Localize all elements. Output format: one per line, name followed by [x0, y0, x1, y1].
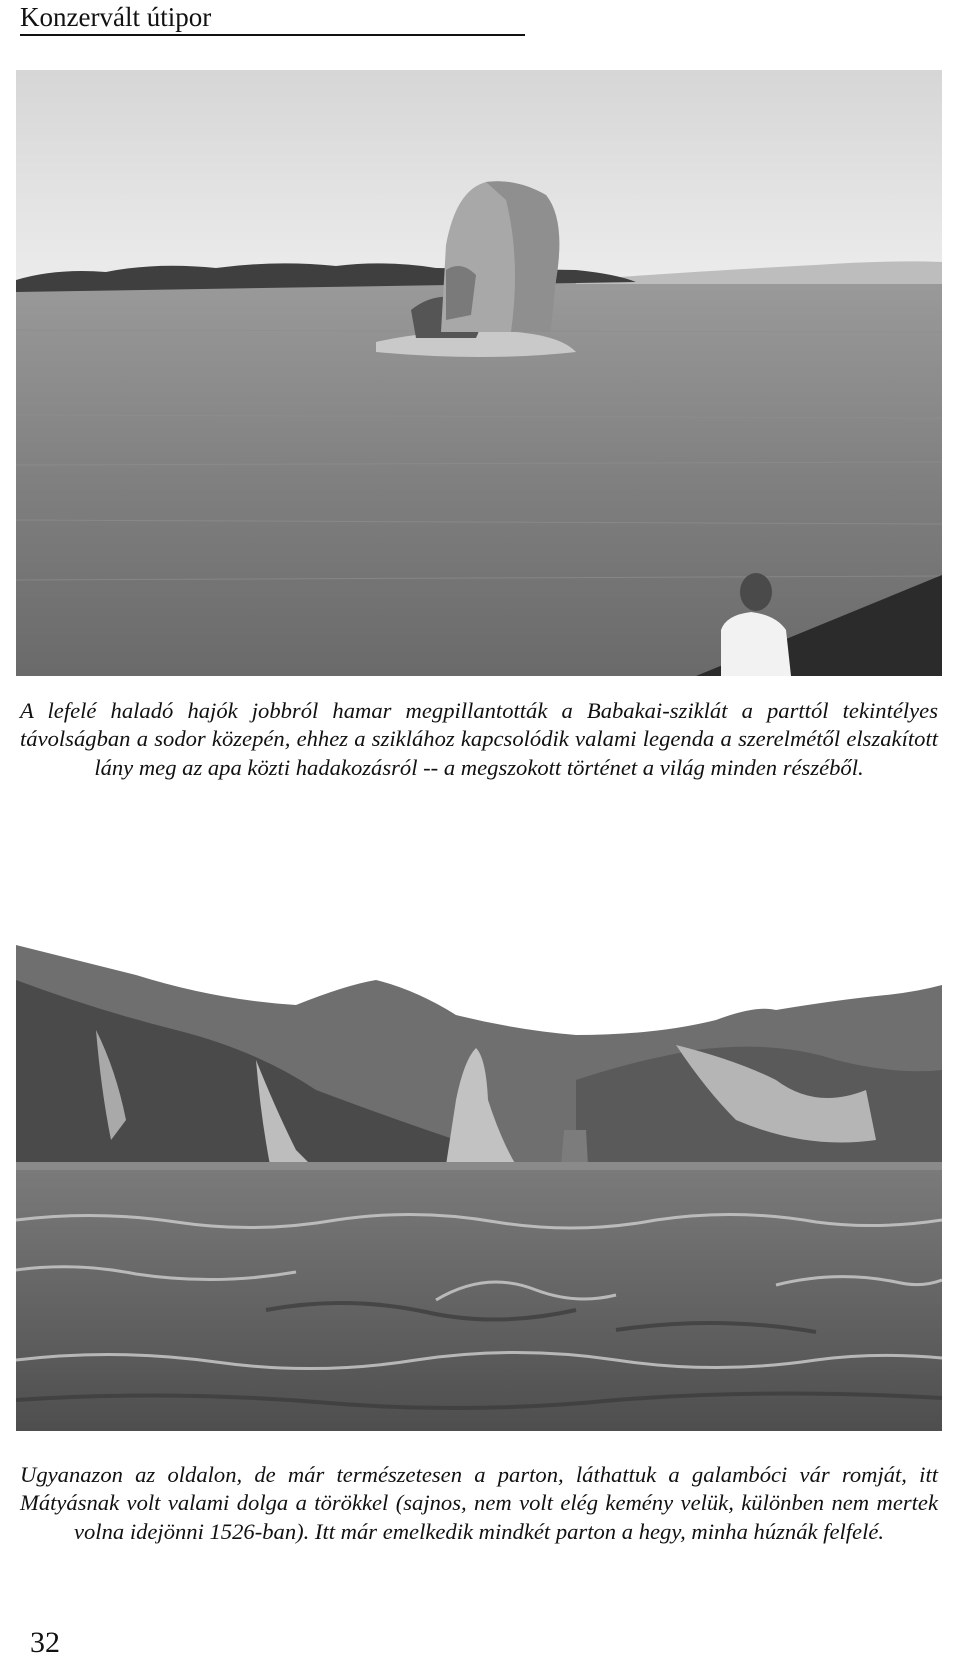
photo-galamboc-ruins — [16, 940, 942, 1431]
babakai-rock-image — [16, 70, 942, 676]
page-number: 32 — [30, 1626, 60, 1659]
photo-caption-babakai: A lefelé haladó hajók jobbról hamar megpillantották a Babakai-sziklát a parttól tekintélyes távolságban a sodor közepén, ehhez a sziklához kapcsolódik valami legenda a szerelmétől elszakított lány meg az apa közti hadakozásról -- a megszokott történet a világ minden részéből. — [20, 698, 938, 780]
galamboc-ruins-image — [16, 940, 942, 1431]
photo-babakai-rock — [16, 70, 942, 676]
running-title: Konzervált útipor — [20, 0, 525, 36]
photo-caption-galamboc: Ugyanazon az oldalon, de már természetesen a parton, láthattuk a galambóci vár romját, itt Mátyásnak volt valami dolga a törökkel (sajnos, nem volt elég kemény velük, különben nem mertek volna idejönni 1526-ban). Itt már emelkedik mindkét parton a hegy, minha húznák felfelé. — [20, 1462, 938, 1544]
